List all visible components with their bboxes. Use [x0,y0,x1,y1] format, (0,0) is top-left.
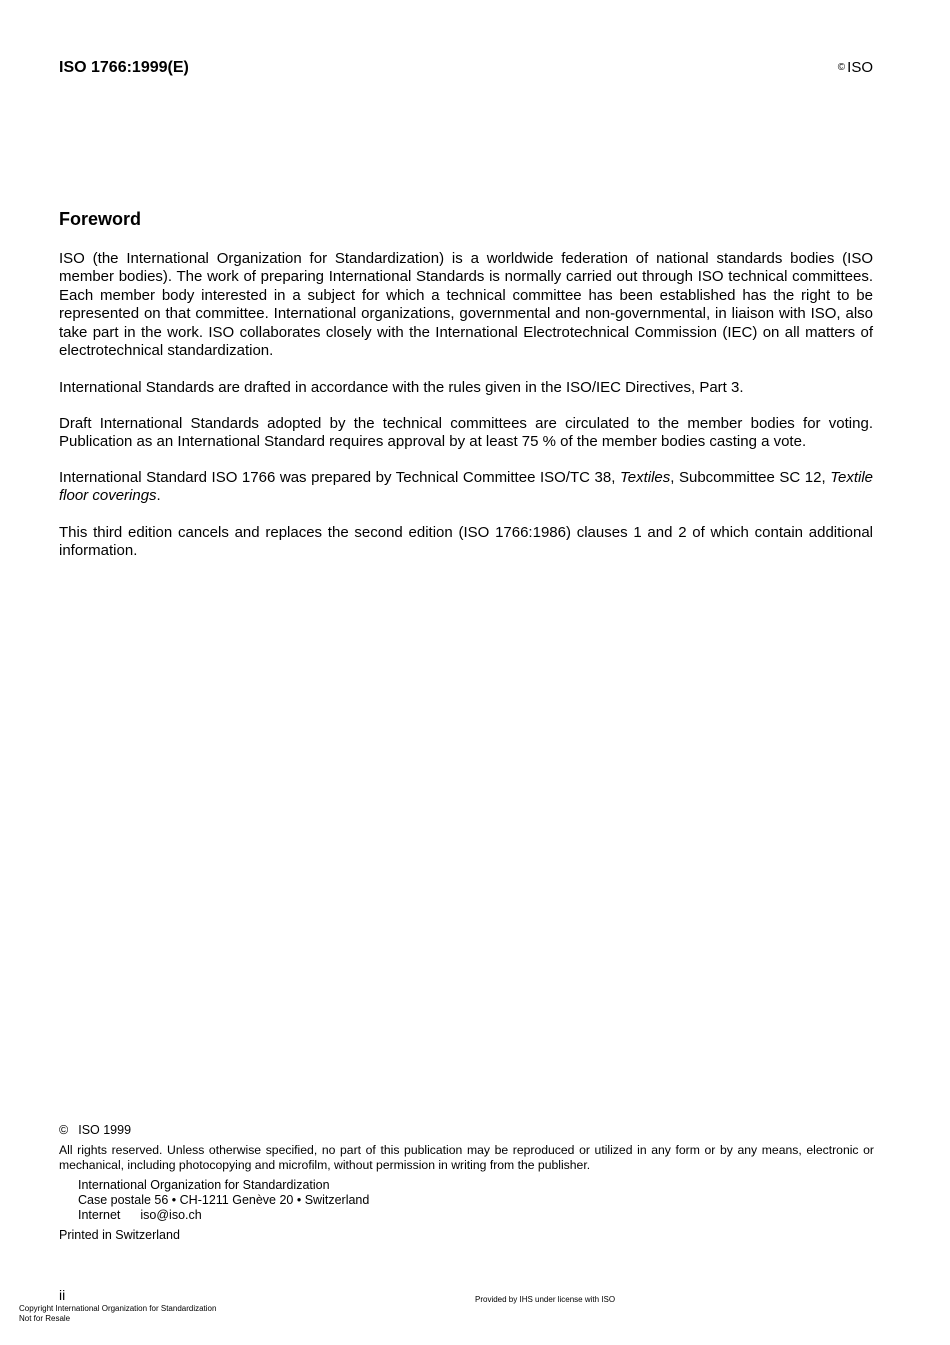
foreword-paragraph-3: Draft International Standards adopted by the technical committees are circulated to the member bodies for voting. Publication as an International Standard requires approval by at least 75 % of the member bodies casting a vote. [59,415,873,451]
foreword-paragraph-4 [59,469,873,506]
foreword-title: Foreword [59,209,142,229]
footer-copyright-block [19,1304,216,1324]
internet-label: Internet [78,1208,121,1222]
iso-address: Case postale 56 • CH-1211 Genève 20 • Switzerland [78,1193,370,1207]
p4-text-a: International Standard ISO 1766 was prepared by Technical Committee ISO/TC 38, [59,469,620,486]
page-number: ii [59,1287,66,1303]
foreword-paragraph-5: This third edition cancels and replaces the second edition (ISO 1766:1986) clauses 1 and 2 of which contain additional information. [59,524,873,560]
p4-text-e: . [156,487,161,505]
footer-copyright: Copyright International Organization for Standardization [19,1304,217,1313]
iso-internet [78,1208,202,1222]
p4-tc-name: Textiles [619,469,671,486]
rights-year: ISO 1999 [78,1123,132,1137]
header-copyright [838,59,873,76]
rights-copyright [59,1123,131,1137]
rights-symbol: © [59,1123,69,1137]
copyright-org: ISO [847,59,873,76]
provided-by-notice: Provided by IHS under license with ISO [475,1295,616,1304]
footer-not-for-resale: Not for Resale [19,1314,71,1323]
iso-org-name: International Organization for Standardization [78,1178,330,1192]
internet-email: iso@iso.ch [140,1208,202,1222]
p4-sc-name: Textile floor coverings [59,469,874,505]
p4-text-c: , Subcommittee SC 12, [670,469,831,486]
foreword-paragraph-2: International Standards are drafted in accordance with the rules given in the ISO/IEC Directives, Part 3. [59,379,744,396]
printed-in: Printed in Switzerland [59,1228,180,1242]
foreword-paragraph-1: ISO (the International Organization for Standardization) is a worldwide federation of national standards bodies (ISO member bodies). The work of preparing International Standards is normally carried out through ISO technical committees. Each member body interested in a subject for which a technical committee has been established has the right to be represented on that committee. International organizations, governmental and non-governmental, in liaison with ISO, also take part in the work. ISO collaborates closely with the International Electrotechnical Commission (IEC) on all matters of electrotechnical standardization. [59,250,873,360]
document-id: ISO 1766:1999(E) [59,59,189,76]
rights-statement: All rights reserved. Unless otherwise specified, no part of this publication may be reproduced or utilized in any form or by any means, electronic or mechanical, including photocopying and microfilm, without permission in writing from the publisher. [59,1143,874,1172]
copyright-symbol: © [837,62,846,73]
